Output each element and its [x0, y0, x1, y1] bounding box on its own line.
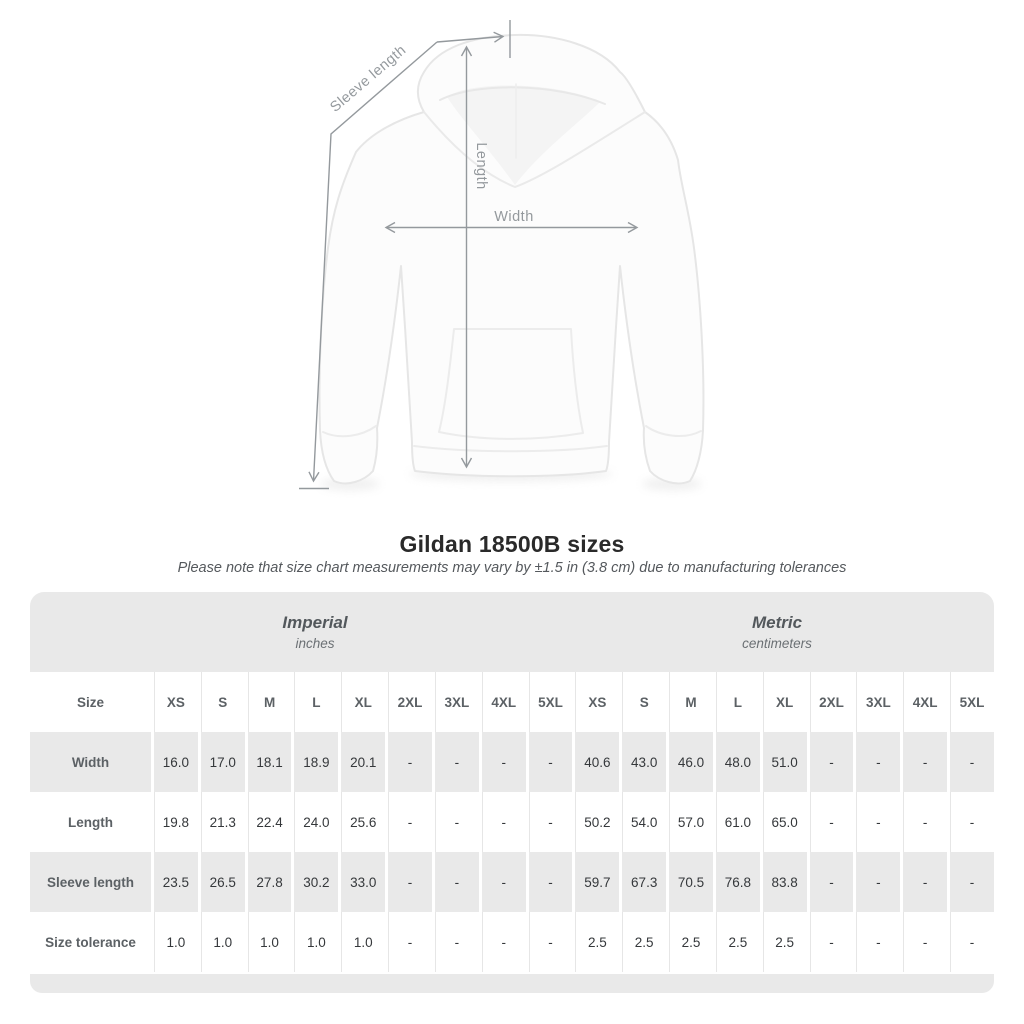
value-cell: 21.3 — [198, 792, 245, 852]
size-chart — [30, 592, 994, 993]
table-row-size-tolerance — [30, 912, 994, 972]
row-label: Length — [30, 792, 151, 852]
value-cell: - — [947, 912, 994, 972]
size-col-metric-xs: XS — [572, 672, 619, 732]
imperial-header — [282, 613, 347, 651]
value-cell: - — [479, 732, 526, 792]
hoodie-illustration — [319, 35, 703, 483]
value-cell: - — [947, 732, 994, 792]
value-cell: 43.0 — [619, 732, 666, 792]
value-cell: 2.5 — [760, 912, 807, 972]
value-cell: - — [853, 732, 900, 792]
value-cell: 23.5 — [151, 852, 198, 912]
value-cell: 40.6 — [572, 732, 619, 792]
size-col-metric-4xl: 4XL — [900, 672, 947, 732]
value-cell: 65.0 — [760, 792, 807, 852]
value-cell: - — [807, 912, 854, 972]
size-col-imperial-4xl: 4XL — [479, 672, 526, 732]
size-col-imperial-xl: XL — [338, 672, 385, 732]
value-cell: - — [807, 732, 854, 792]
value-cell: 27.8 — [245, 852, 292, 912]
value-cell: - — [807, 852, 854, 912]
value-cell: - — [385, 792, 432, 852]
value-cell: - — [526, 732, 573, 792]
size-col-metric-2xl: 2XL — [807, 672, 854, 732]
value-cell: 1.0 — [198, 912, 245, 972]
value-cell: - — [479, 792, 526, 852]
value-cell: 50.2 — [572, 792, 619, 852]
value-cell: - — [432, 912, 479, 972]
value-cell: 18.9 — [291, 732, 338, 792]
imperial-title: Imperial — [282, 613, 348, 632]
size-col-imperial-5xl: 5XL — [526, 672, 573, 732]
value-cell: 51.0 — [760, 732, 807, 792]
width-label: Width — [494, 209, 534, 225]
unit-band — [30, 592, 994, 672]
value-cell: 54.0 — [619, 792, 666, 852]
size-header-row — [30, 672, 994, 732]
value-cell: 22.4 — [245, 792, 292, 852]
value-cell: - — [526, 852, 573, 912]
value-cell: 17.0 — [198, 732, 245, 792]
size-col-imperial-xs: XS — [151, 672, 198, 732]
value-cell: 2.5 — [713, 912, 760, 972]
value-cell: - — [432, 732, 479, 792]
table-row-length — [30, 792, 994, 852]
size-col-metric-l: L — [713, 672, 760, 732]
page-title: Gildan 18500B sizes — [399, 531, 625, 557]
value-cell: 2.5 — [572, 912, 619, 972]
table-footer-strip — [30, 974, 994, 993]
value-cell: - — [479, 852, 526, 912]
size-table — [30, 672, 994, 972]
value-cell: - — [853, 852, 900, 912]
value-cell: - — [900, 912, 947, 972]
value-cell: 25.6 — [338, 792, 385, 852]
value-cell: 46.0 — [666, 732, 713, 792]
value-cell: 2.5 — [619, 912, 666, 972]
value-cell: 1.0 — [291, 912, 338, 972]
tolerance-note: Please note that size chart measurements may vary by ±1.5 in (3.8 cm) due to manufacturing tolerances — [177, 560, 847, 576]
value-cell: 83.8 — [760, 852, 807, 912]
value-cell: - — [807, 792, 854, 852]
size-col-metric-3xl: 3XL — [853, 672, 900, 732]
sleeve-length-label: Sleeve length — [327, 42, 410, 116]
value-cell: 24.0 — [291, 792, 338, 852]
value-cell: - — [385, 732, 432, 792]
value-cell: - — [900, 732, 947, 792]
value-cell: 67.3 — [619, 852, 666, 912]
length-label: Length — [473, 142, 489, 190]
value-cell: 1.0 — [245, 912, 292, 972]
value-cell: - — [479, 912, 526, 972]
value-cell: - — [853, 912, 900, 972]
value-cell: 20.1 — [338, 732, 385, 792]
size-col-imperial-m: M — [245, 672, 292, 732]
value-cell: - — [385, 912, 432, 972]
value-cell: 18.1 — [245, 732, 292, 792]
value-cell: 76.8 — [713, 852, 760, 912]
table-row-sleeve-length — [30, 852, 994, 912]
size-col-imperial-s: S — [198, 672, 245, 732]
size-col-metric-5xl: 5XL — [947, 672, 994, 732]
size-column-header: Size — [30, 672, 151, 732]
value-cell: - — [432, 852, 479, 912]
kangaroo-pocket — [439, 329, 583, 439]
value-cell: - — [947, 852, 994, 912]
size-col-metric-xl: XL — [760, 672, 807, 732]
value-cell: 48.0 — [713, 732, 760, 792]
value-cell: - — [526, 792, 573, 852]
value-cell: 57.0 — [666, 792, 713, 852]
value-cell: 19.8 — [151, 792, 198, 852]
metric-header — [742, 613, 812, 651]
value-cell: - — [947, 792, 994, 852]
value-cell: 1.0 — [338, 912, 385, 972]
size-col-metric-s: S — [619, 672, 666, 732]
value-cell: 59.7 — [572, 852, 619, 912]
value-cell: 70.5 — [666, 852, 713, 912]
row-label: Sleeve length — [30, 852, 151, 912]
value-cell: - — [526, 912, 573, 972]
value-cell: - — [432, 792, 479, 852]
metric-units: centimeters — [742, 636, 812, 651]
value-cell: 61.0 — [713, 792, 760, 852]
imperial-units: inches — [295, 636, 335, 651]
value-cell: - — [900, 792, 947, 852]
size-col-imperial-l: L — [291, 672, 338, 732]
value-cell: - — [385, 852, 432, 912]
table-row-width — [30, 732, 994, 792]
value-cell: 1.0 — [151, 912, 198, 972]
value-cell: 30.2 — [291, 852, 338, 912]
value-cell: 33.0 — [338, 852, 385, 912]
value-cell: 2.5 — [666, 912, 713, 972]
value-cell: - — [853, 792, 900, 852]
size-col-metric-m: M — [666, 672, 713, 732]
value-cell: 26.5 — [198, 852, 245, 912]
value-cell: 16.0 — [151, 732, 198, 792]
size-col-imperial-3xl: 3XL — [432, 672, 479, 732]
row-label: Width — [30, 732, 151, 792]
size-col-imperial-2xl: 2XL — [385, 672, 432, 732]
value-cell: - — [900, 852, 947, 912]
metric-title: Metric — [751, 613, 803, 632]
row-label: Size tolerance — [30, 912, 151, 972]
